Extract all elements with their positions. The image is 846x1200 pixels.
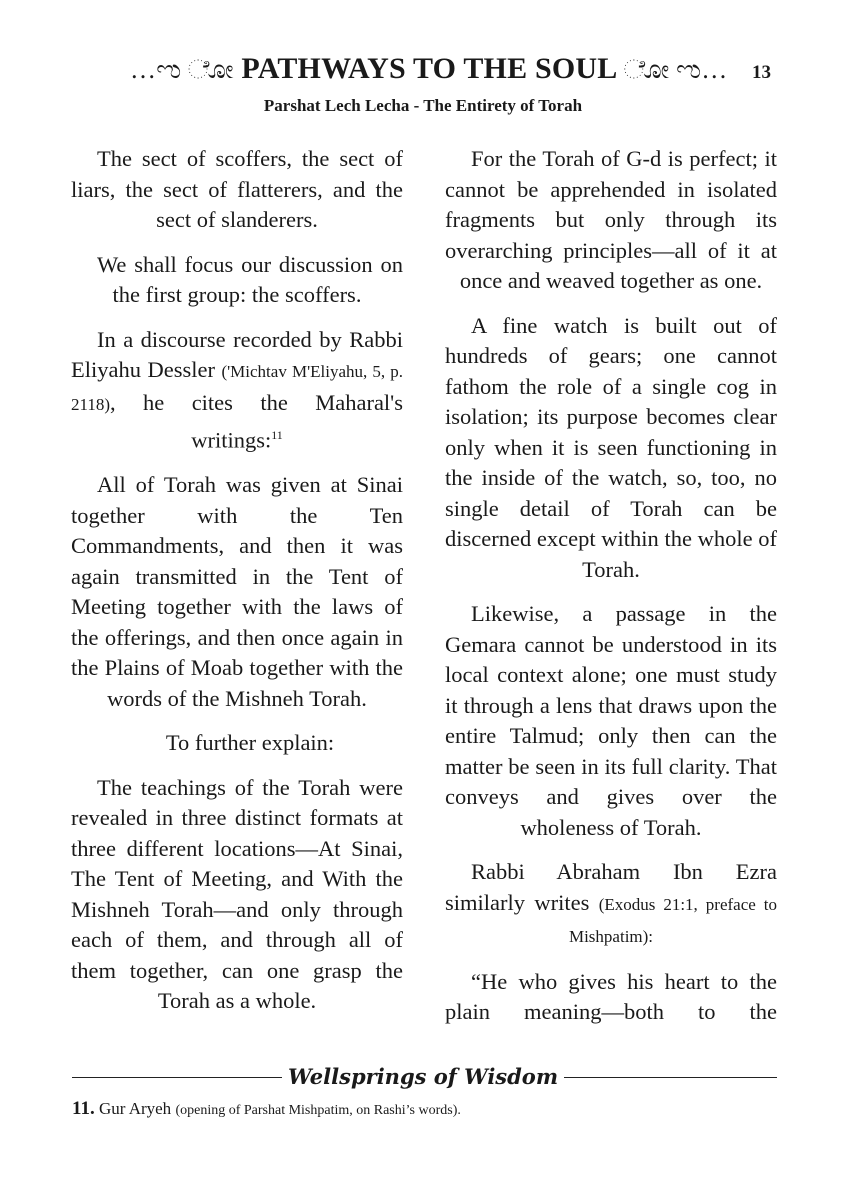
ornament-left-icon: …ಌ ೋ — [130, 55, 234, 84]
paragraph: For the Torah of G-d is perfect; it cannot be apprehended in isolated fragments but only through its overarching principles—all of it at once and weaved together as one. — [445, 146, 777, 293]
footer-banner — [0, 1064, 846, 1089]
paragraph: The sect of scoffers, the sect of liars, the sect of flatterers, and the sect of slanderers. — [71, 146, 403, 232]
text: In a discourse recorded by Rabbi Eliyahu Dessler — [71, 326, 403, 382]
paragraph: To further explain: — [165, 730, 335, 755]
footnote — [72, 1098, 461, 1120]
running-title — [130, 52, 728, 86]
text: Rabbi Abraham Ibn Ezra similarly writes — [445, 859, 777, 915]
footnote-marker: 11 — [271, 428, 283, 442]
book-title: PATHWAYS TO THE SOUL — [241, 52, 616, 85]
citation: ('Michtav M'Eliyahu, 5, p. 2118) — [71, 362, 403, 414]
citation: (Exodus 21:1, preface to Mishpatim): — [568, 894, 777, 946]
paragraph: The teachings of the Torah were revealed in three distinct formats at three different locations—At Sinai, The Tent of Meeting, and With the Mishneh Torah—and only through each of them, and through all of them together, can one grasp the Torah as a whole. — [71, 774, 403, 1013]
ornament-right-icon: ೋ ಌ… — [623, 55, 728, 84]
left-column — [71, 144, 403, 1031]
footnote-number: 11. — [72, 1098, 95, 1119]
paragraph: All of Torah was given at Sinai together with the Ten Commandments, and then it was again transmitted in the Tent of Meeting together with the laws of the offerings, and then once again in the Plains of Moab together with the words of the Mishneh Torah. — [71, 472, 403, 711]
chapter-subtitle: Parshat Lech Lecha - The Entirety of Torah — [263, 96, 583, 115]
footnote-text: Gur Aryeh — [98, 1099, 172, 1118]
paragraph: “He who gives his heart to the plain meaning—both to the — [445, 968, 777, 1024]
right-column — [445, 144, 777, 1042]
paragraph — [445, 857, 777, 953]
text: , he cites the Maharal's writings: — [110, 389, 403, 453]
paragraph: A fine watch is built out of hundreds of gears; one cannot fathom the role of a single cog in isolation; its purpose becomes clear only when it is seen functioning in the inside of the watch, so, too, no single detail of Torah can be discerned except within the whole of Torah. — [445, 312, 777, 582]
footer-title: Wellsprings of Wisdom — [282, 1064, 564, 1089]
paragraph: We shall focus our discussion on the first group: the scoffers. — [97, 251, 403, 307]
footnote-citation: (opening of Parshat Mishpatim, on Rashi’s words). — [175, 1103, 461, 1118]
paragraph — [71, 325, 403, 457]
page-number: 13 — [752, 62, 771, 83]
paragraph: Likewise, a passage in the Gemara cannot be understood in its local context alone; one must study it through a lens that draws upon the entire Talmud; only then can the matter be seen in its full clarity. That conveys and gives over the wholeness of Torah. — [445, 601, 777, 840]
